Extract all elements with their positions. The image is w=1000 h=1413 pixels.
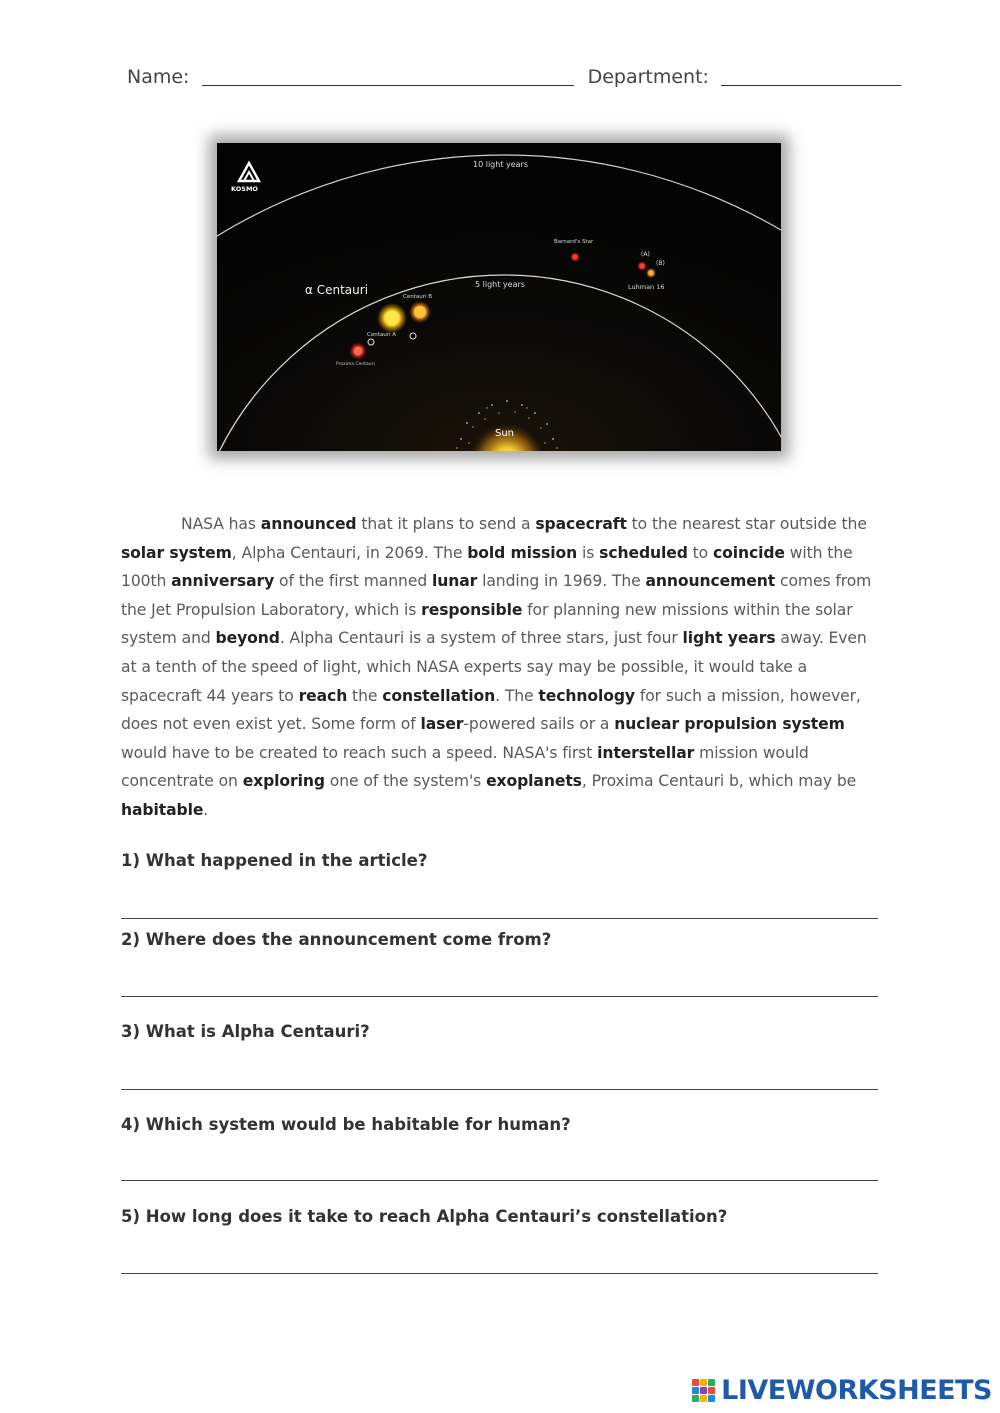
question-4: 4) Which system would be habitable for human? <box>121 1115 571 1134</box>
alpha-centauri-label: α Centauri <box>305 283 369 297</box>
article-text-run: with the 100th <box>121 543 853 591</box>
barnards-star-label: Barnard's Star <box>554 239 594 245</box>
ring-inner-label: 5 light years <box>475 280 525 289</box>
article-text-run: of the first manned <box>274 572 432 591</box>
article-text-run: . The <box>495 686 539 705</box>
star-map-illustration <box>217 143 781 451</box>
article-text-run: NASA has <box>181 515 261 533</box>
question-1: 1) What happened in the article? <box>121 851 428 870</box>
logo-text: KOSMO <box>231 185 258 193</box>
keyword: exoplanets <box>486 772 582 791</box>
article-text-run: to <box>687 543 713 562</box>
logo-grid-cell <box>700 1387 707 1394</box>
logo-grid-cell <box>700 1379 707 1386</box>
article-text-run: . Alpha Centauri is a system of three stars, just four <box>279 629 683 648</box>
question-5: 5) How long does it take to reach Alpha Centauri’s constellation? <box>121 1207 728 1226</box>
keyword: technology <box>538 686 635 705</box>
article-text-run: that it plans to send a <box>356 515 536 533</box>
answer-field-5[interactable] <box>121 1273 878 1274</box>
question-2: 2) Where does the announcement come from? <box>121 930 552 949</box>
department-label: Department: <box>587 66 709 88</box>
article-text-run: for such a mission, however, does not even exist yet. Some form of <box>121 686 861 734</box>
article-paragraph <box>121 510 881 825</box>
luhman-a-label: (A) <box>641 251 650 258</box>
keyword: solar system <box>121 543 232 562</box>
header <box>127 66 901 88</box>
answer-field-2[interactable] <box>121 996 878 997</box>
logo-grid-cell <box>708 1387 715 1394</box>
logo-wordmark: LIVEWORKSHEETS <box>721 1374 992 1406</box>
keyword: laser <box>420 715 464 734</box>
keyword: bold mission <box>467 543 578 562</box>
liveworksheets-logo <box>692 1375 992 1405</box>
keyword: constellation <box>382 686 496 705</box>
keyword: interstellar <box>597 743 695 762</box>
logo-grid-cell <box>700 1395 707 1402</box>
logo-letter-grid-icon <box>692 1379 715 1402</box>
logo-grid-cell <box>692 1395 699 1402</box>
solar-neighborhood-image <box>217 143 781 451</box>
answer-field-1[interactable] <box>121 918 878 919</box>
article-text-run: , Alpha Centauri, in 2069. The <box>231 543 468 562</box>
answer-field-3[interactable] <box>121 1089 878 1090</box>
centauri-b-label: Centauri B <box>403 294 433 300</box>
article-text <box>121 510 881 825</box>
article-text-run: to the nearest star outside the <box>626 515 867 533</box>
sun-label: Sun <box>495 428 515 439</box>
article-text-run: . <box>203 800 209 819</box>
keyword: lunar <box>431 572 478 591</box>
article-text-run: would have to be created to reach such a speed. NASA's first <box>121 743 598 762</box>
keyword: nuclear propulsion system <box>614 715 845 734</box>
article-text-run: mission would concentrate on <box>121 743 809 791</box>
article-text-run: the <box>347 686 383 705</box>
keyword: anniversary <box>171 572 275 591</box>
luhman-16-label: Luhman 16 <box>628 283 665 291</box>
name-label: Name: <box>127 66 190 88</box>
article-text-run: comes from the Jet Propulsion Laboratory, which is <box>121 572 872 619</box>
keyword: coincide <box>712 543 785 562</box>
keyword: reach <box>298 686 348 705</box>
centauri-a-label: Centauri A <box>367 332 397 338</box>
article-text-run: one of the system's <box>324 772 487 791</box>
name-field[interactable] <box>202 67 574 86</box>
article-text-run: , Proxima Centauri b, which may be <box>581 772 857 791</box>
luhman-b-label: (B) <box>656 260 665 267</box>
logo-grid-cell <box>708 1379 715 1386</box>
article-text-run: for planning new missions within the solar system and <box>121 600 853 648</box>
logo-grid-cell <box>692 1387 699 1394</box>
article-text-run: landing in 1969. The <box>477 572 646 591</box>
department-field[interactable] <box>721 67 901 86</box>
article-text-run: away. Even at a tenth of the speed of light, which NASA experts say may be possible, it would take a spacecraft 44 years to <box>121 629 867 705</box>
keyword: spacecraft <box>535 515 627 533</box>
question-3: 3) What is Alpha Centauri? <box>121 1022 370 1041</box>
proxima-label: Proxima Centauri <box>336 362 375 367</box>
answer-field-4[interactable] <box>121 1180 878 1181</box>
keyword: announcement <box>645 572 776 591</box>
keyword: exploring <box>242 772 325 791</box>
keyword: scheduled <box>599 543 688 562</box>
keyword: light years <box>682 629 776 648</box>
keyword: habitable <box>121 800 204 819</box>
keyword: announced <box>260 515 357 533</box>
keyword: responsible <box>421 600 523 619</box>
ring-outer-label: 10 light years <box>473 160 529 169</box>
logo-grid-cell <box>708 1395 715 1402</box>
article-text-run: -powered sails or a <box>463 715 615 734</box>
keyword: beyond <box>215 629 280 648</box>
article-text-run: is <box>577 543 600 562</box>
logo-grid-cell <box>692 1379 699 1386</box>
